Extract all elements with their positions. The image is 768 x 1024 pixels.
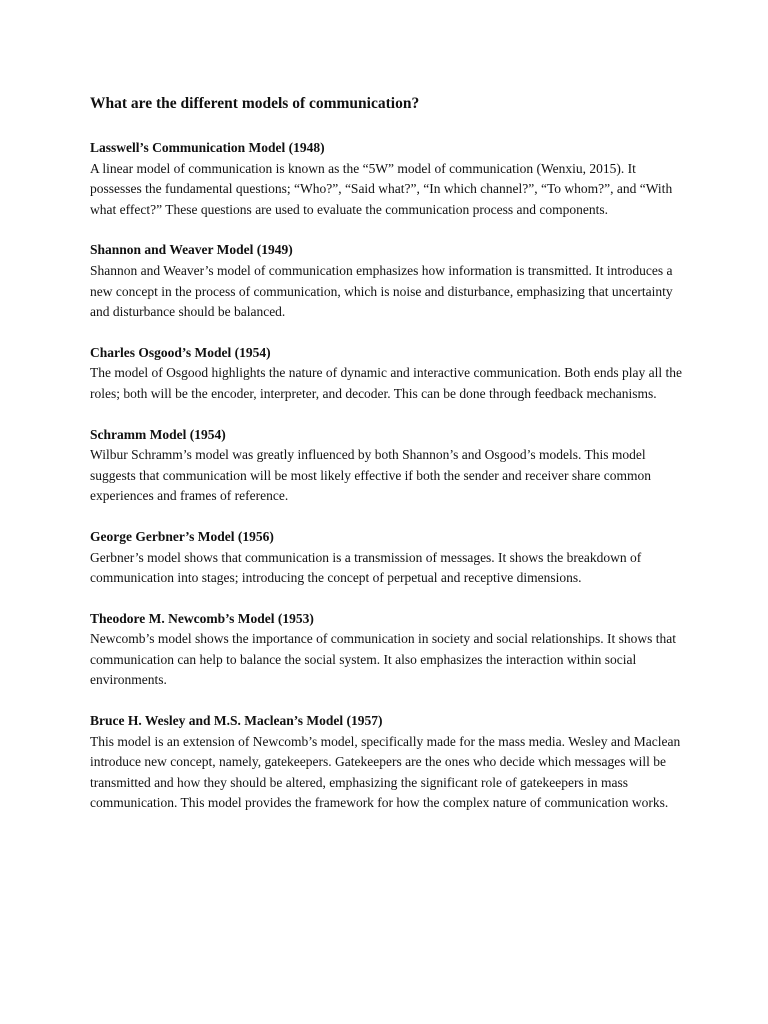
- section-heading: Schramm Model (1954): [90, 426, 226, 442]
- section-shannon-weaver: [90, 240, 686, 322]
- section-heading: Bruce H. Wesley and M.S. Maclean’s Model (1957): [90, 713, 383, 729]
- section-heading: Charles Osgood’s Model (1954): [90, 344, 271, 360]
- section-wesley-maclean: [90, 711, 686, 814]
- section-body: Wilbur Schramm’s model was greatly influenced by both Shannon’s and Osgood’s models. This model suggests that communication will be most likely effective if both the sender and receiver share common experiences and frames of reference.: [90, 447, 651, 504]
- section-body: This model is an extension of Newcomb’s model, specifically made for the mass media. Wesley and Maclean introduce new concept, namely, gatekeepers. Gatekeepers are the ones who decide which messages will be transmitted and how they should be altered, emphasizing the significant role of gatekeepers in mass communication. This model provides the framework for how the complex nature of communication works.: [90, 733, 681, 811]
- document-title: What are the different models of communication?: [90, 95, 420, 112]
- section-schramm: [90, 425, 686, 507]
- section-osgood: [90, 343, 686, 405]
- section-body: The model of Osgood highlights the nature of dynamic and interactive communication. Both ends play all the roles; both will be the encoder, interpreter, and decoder. This can be done through feedback mechanisms.: [90, 365, 682, 401]
- section-heading: Theodore M. Newcomb’s Model (1953): [90, 610, 314, 626]
- section-body: Shannon and Weaver’s model of communication emphasizes how information is transmitted. It introduces a new concept in the process of communication, which is noise and disturbance, emphasizing that uncertainty and disturbance should be balanced.: [90, 262, 673, 320]
- document-content: [90, 94, 686, 834]
- section-lasswell: [90, 138, 686, 220]
- section-body: A linear model of communication is known as the “5W” model of communication (Wenxiu, 2015). It possesses the fundamental questions; “Who?”, “Said what?”, “In which channel?”, “To whom?”, and “With what effect?” These questions are used to evaluate the communication process and components.: [90, 160, 673, 217]
- section-newcomb: [90, 609, 686, 691]
- section-heading: George Gerbner’s Model (1956): [90, 528, 274, 544]
- section-body: Gerbner’s model shows that communication is a transmission of messages. It shows the breakdown of communication into stages; introducing the concept of perpetual and receptive dimensions.: [90, 549, 642, 586]
- section-gerbner: [90, 527, 686, 589]
- section-body: Newcomb’s model shows the importance of communication in society and social relationships. It shows that communication can help to balance the social system. It also emphasizes the interaction within social environments.: [90, 631, 677, 688]
- section-heading: Shannon and Weaver Model (1949): [90, 242, 293, 258]
- section-heading: Lasswell’s Communication Model (1948): [90, 140, 325, 155]
